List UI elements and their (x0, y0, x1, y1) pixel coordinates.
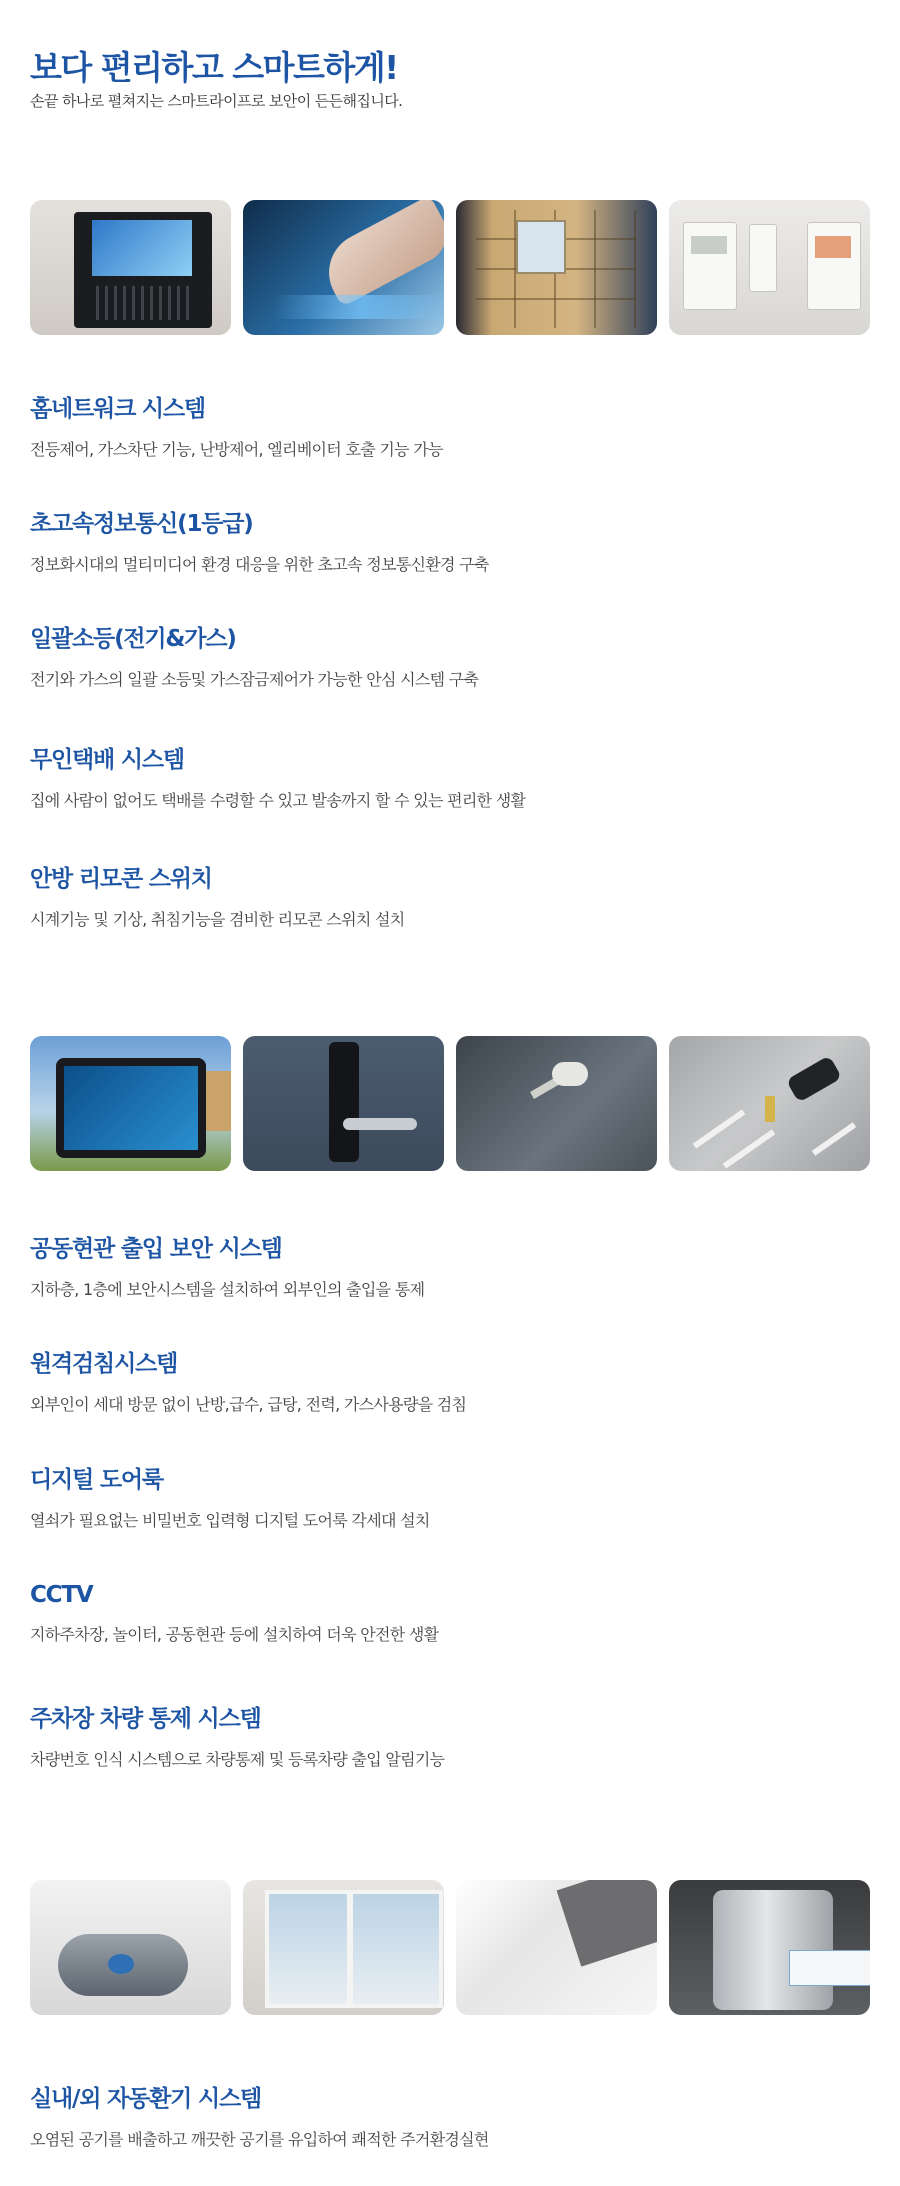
parking-gate-image (669, 1036, 870, 1171)
food-waste-disposer-image (669, 1880, 870, 2015)
feature-high-speed-network (30, 505, 870, 575)
feature-description: 지하층, 1층에 보안시스템을 설치하여 외부인의 출입을 통제 (30, 1280, 425, 1299)
feature-description: 열쇠가 필요없는 비밀번호 입력형 디지털 도어룩 각세대 설치 (30, 1511, 430, 1530)
feature-description: 외부인이 세대 방문 없이 난방,급수, 급탕, 전력, 가스사용량을 검침 (30, 1395, 467, 1414)
page-title: 보다 편리하고 스마트하게! (30, 48, 398, 87)
feature-title: 원격검침시스템 (30, 1351, 178, 1377)
feature-title: 디지털 도어룩 (30, 1467, 163, 1493)
feature-title: 초고속정보통신(1등급) (30, 511, 253, 537)
feature-description: 정보화시대의 멀티미디어 환경 대응을 위한 초고속 정보통신환경 구축 (30, 555, 489, 574)
cctv-camera-image (456, 1036, 657, 1171)
window-ventilation-image (243, 1880, 444, 2015)
feature-remote-switch (30, 860, 870, 930)
feature-title: CCTV (30, 1582, 93, 1608)
feature-description: 지하주차장, 놀이터, 공동현관 등에 설치하여 더욱 안전한 생활 (30, 1625, 439, 1644)
feature-title: 일괄소등(전기&가스) (30, 626, 236, 652)
image-row-2 (30, 1036, 870, 1171)
kitchen-sink-image (30, 1880, 231, 2015)
feature-remote-metering (30, 1345, 870, 1415)
feature-title: 무인택배 시스템 (30, 747, 184, 773)
feature-title: 공동현관 출입 보안 시스템 (30, 1236, 282, 1262)
feature-description: 전기와 가스의 일괄 소등및 가스잠금제어가 가능한 안심 시스템 구축 (30, 670, 479, 689)
feature-digital-door-lock (30, 1461, 870, 1531)
feature-description: 집에 사람이 없어도 택배를 수령할 수 있고 발송까지 할 수 있는 편리한 생활 (30, 791, 526, 810)
feature-parking-control (30, 1700, 870, 1770)
feature-description: 전등제어, 가스차단 기능, 난방제어, 엘리베이터 호출 기능 가능 (30, 440, 443, 459)
digital-door-lock-image (243, 1036, 444, 1171)
touch-screen-image (243, 200, 444, 335)
feature-home-network (30, 390, 870, 460)
feature-entrance-security (30, 1230, 870, 1300)
page-subtitle: 손끝 하나로 펼쳐지는 스마트라이프로 보안이 든든해집니다. (30, 92, 403, 110)
feature-cctv (30, 1582, 870, 1645)
feature-description: 오염된 공기를 배출하고 깨끗한 공기를 유입하여 쾌적한 주거환경실현 (30, 2130, 489, 2149)
feature-title: 홈네트워크 시스템 (30, 396, 205, 422)
image-row-1 (30, 200, 870, 335)
home-control-tablet-image (30, 1036, 231, 1171)
feature-description: 차량번호 인식 시스템으로 차량통제 및 등록차량 출입 알림기능 (30, 1750, 445, 1769)
feature-title: 실내/외 자동환기 시스템 (30, 2086, 261, 2112)
feature-batch-lights-off (30, 620, 870, 690)
parcel-locker-image (456, 200, 657, 335)
feature-title: 안방 리모콘 스위치 (30, 866, 212, 892)
feature-description: 시계기능 및 기상, 취침기능을 겸비한 리모콘 스위치 설치 (30, 910, 405, 929)
feature-auto-ventilation (30, 2080, 870, 2150)
feature-parcel-system (30, 741, 870, 811)
feature-title: 주차장 차량 통제 시스템 (30, 1706, 261, 1732)
air-filter-image (456, 1880, 657, 2015)
image-row-3 (30, 1880, 870, 2015)
wall-pad-intercom-image (30, 200, 231, 335)
room-thermostat-image (669, 200, 870, 335)
